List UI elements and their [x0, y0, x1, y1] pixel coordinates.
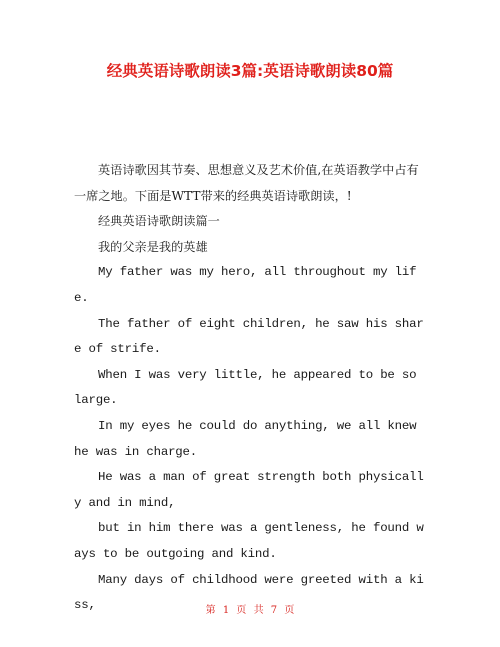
footer-current-page: 1 [222, 605, 230, 616]
footer-page-label: 页 [236, 605, 247, 616]
poem-line: My father was my hero, all throughout my life. [74, 265, 417, 305]
poem-line: Many days of childhood were greeted with a kiss, [74, 572, 424, 613]
page-title: 经典英语诗歌朗读3篇:英语诗歌朗读80篇 [106, 62, 394, 80]
document-body [74, 158, 430, 619]
poem-line: The father of eight children, he saw his share of strife. [74, 316, 424, 357]
poem-line: When I was very little, he appeared to be so large. [74, 367, 417, 408]
poem-line: but in him there was a gentleness, he found ways to be outgoing and kind. [74, 521, 424, 561]
footer-prefix: 第 [205, 605, 216, 616]
intro-paragraph: 英语诗歌因其节奏、思想意义及艺术价值,在英语教学中占有一席之地。下面是WTT带来的经典英语诗歌朗读，! [74, 163, 419, 203]
poem-line: In my eyes he could do anything, we all knew he was in charge. [74, 418, 417, 459]
poem-title: 我的父亲是我的英雄 [98, 239, 208, 254]
footer-total-pages: 7 [270, 605, 278, 616]
footer-total-label: 共 [253, 605, 264, 616]
section-heading: 经典英语诗歌朗读篇一 [98, 214, 220, 229]
page-footer [0, 604, 500, 618]
footer-suffix: 页 [284, 605, 295, 616]
poem-line: He was a man of great strength both physically and in mind, [74, 470, 424, 510]
